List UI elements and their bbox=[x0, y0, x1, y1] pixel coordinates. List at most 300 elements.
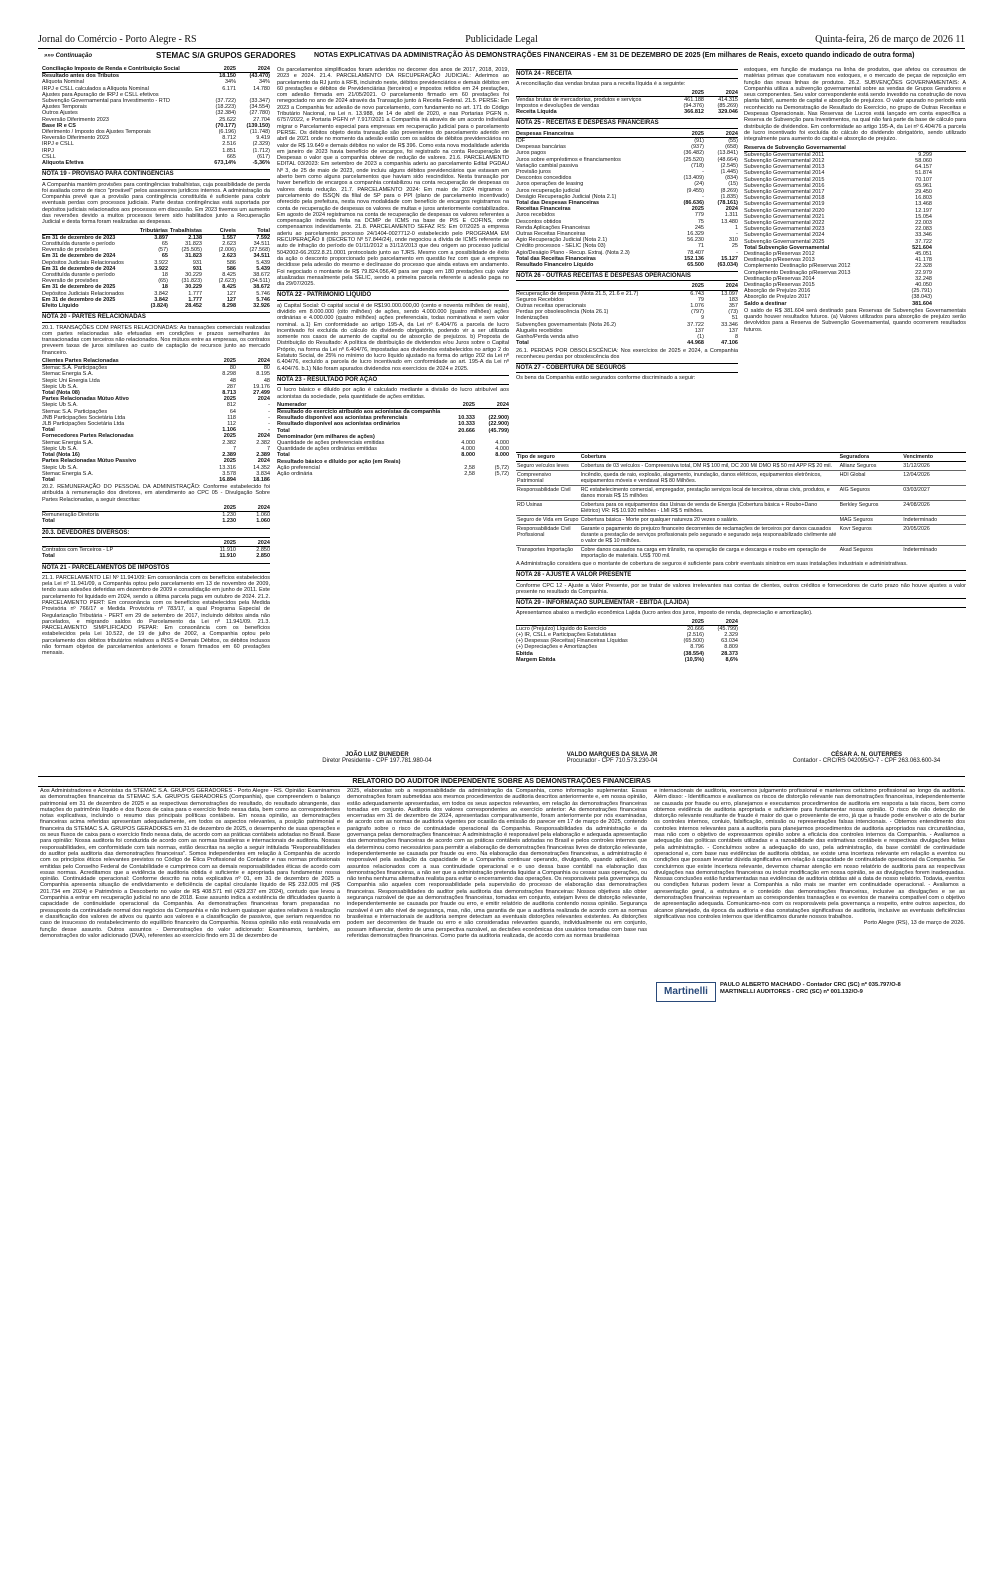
table-row bbox=[516, 625, 738, 632]
insurance-cell: Cobertura básica - Morte por qualquer natureza 20 vezes o salário. bbox=[580, 516, 839, 525]
table-cell: 8.298 bbox=[222, 371, 236, 378]
table-cell: (13.841) bbox=[717, 150, 738, 157]
table-cell: 2024 bbox=[257, 433, 270, 440]
nota-22-text: a) Capital Social: O capital social é de R$190.000.000,00 (cento e noventa milhões de reais), dividido em 8.000.000 (oito milhões) de ações, sendo 4.000.000 (quatro milhões) ações ordinárias e 4.000.000 (quatro milhões) ações preferenciais, todas nominativas e sem valor nominal. a.1) Em conformidade ao artigo 195-A, da Lei nº 6.404/76 a parcela de lucro incentivado foi excluída do cálculo do dividendo obrigatório, podendo vir a ser utilizada somente nos casos de aumento de capital ou de absorção de prejuízos. b) Proposta de Distribuição do Resultado: A política de distribuição de dividendos e/ou Juros sobre o Capital Próprio, na forma da Lei nº 6.404/76, impostadas aos dividendos estabelecidos no artigo 2 do Estatuto Social, de 25% no mínimo do lucro líquido ajustado na forma do artigo 202 da Lei nº 6.404/76, excluído a parcela de lucro incentivado em conformidade ao art. 195-A da Lei nº 6.404/76. b.1) Não foram apurados dividendos nos exercícios de 2024 e 2025. bbox=[277, 302, 509, 372]
insurance-cell: Compreensivo Patrimonial bbox=[516, 471, 580, 486]
auditor-col-3-text: e internacionais de auditoria, exercemos julgamento profissional e mantemos ceticismo profissional ao longo da auditoria. Além disso: - Identificamos e avaliamos os riscos de distorção relevante nas demonstrações financeiras, independentemente se causada por fraude ou erro, planejamos e executamos procedimentos de auditoria em resposta a tais riscos, bem como obtemos evidência de auditoria apropriada e suficiente para fundamentar nossa opinião. O risco de não detecção de distorção relevante resultante de fraude é maior do que o proveniente de erro, já que a fraude pode envolver o ato de burlar os controles internos, conluio, falsificação, omissão ou representações falsas intencionais. - Obtemos entendimento dos controles internos relevantes para a auditoria para planejarmos procedimentos de auditoria apropriados nas circunstâncias, mas não com o objetivo de expressarmos opinião sobre a eficácia dos controles internos da Companhia. - Avaliamos a adequação das políticas contábeis utilizadas e a razoabilidade das estimativas contábeis e respectivas divulgações feitas pela administração. - Concluímos sobre a adequação do uso, pela administração, da base contábil de continuidade operacional e, com base nas evidências de auditoria obtidas, se existe uma incerteza relevante em relação a eventos ou condições que possam levantar dúvida significativa em relação à capacidade de continuidade operacional da Companhia. Se concluirmos que existe incerteza relevante, devemos chamar atenção em nosso relatório de auditoria para as respectivas divulgações nas demonstrações financeiras ou incluir modificação em nossa opinião, se as divulgações forem inadequadas. Nossas conclusões estão fundamentadas nas evidências de auditoria obtidas até a data de nosso relatório. Todavia, eventos ou condições futuras podem levar a Companhia a não mais se manter em continuidade operacional. - Avaliamos a apresentação geral, a estrutura e o conteúdo das demonstrações financeiras, inclusive as divulgações e se as demonstrações financeiras representam as correspondentes transações e os eventos de maneira compatível com o objetivo de apresentação adequada. Comunicamo-nos com os responsáveis pela governança a respeito, entre outros aspectos, do alcance planejado, da época da auditoria e das constatações significativas de auditoria, inclusive as eventuais deficiências significativas nos controles internos que identificamos durante nossos trabalhos. bbox=[654, 788, 965, 920]
table-cell: 34% bbox=[258, 79, 270, 86]
table-cell: (617) bbox=[257, 153, 270, 160]
table-cell: Alíquota Efetiva bbox=[42, 160, 84, 167]
insurance-cell: RC estabelecimento comercial, empregador, prestação serviços local de terceiros, obras civis, produtos, e danos morais R$ 15 milhões bbox=[580, 486, 839, 501]
table-cell: Stemac Energia S.A. bbox=[42, 439, 94, 446]
debtors-table bbox=[42, 540, 270, 560]
table-cell: (1.835) bbox=[720, 193, 738, 200]
table-row bbox=[516, 657, 738, 663]
table-cell: (11.748) bbox=[249, 129, 270, 136]
table-cell: 2024 bbox=[704, 619, 738, 626]
auditor-report-title: RELATÓRIO DO AUDITOR INDEPENDENTE SOBRE AS DEMONSTRAÇÕES FINANCEIRAS bbox=[38, 776, 965, 787]
nota-19-title: NOTA 19 - PROVISÃO PARA CONTINGÊNCIAS bbox=[42, 169, 270, 179]
insurance-cell: Cobertura de 03 veículos - Compreensiva total, DM R$ 100 mil, DC 200 Mil DMO R$ 50 mil APP R$ 20 mil. bbox=[580, 462, 839, 471]
table-cell: (65.500) bbox=[683, 638, 704, 645]
table-cell: 19.176 bbox=[253, 383, 270, 390]
table-cell: - bbox=[268, 408, 270, 415]
table-cell: Subvenção Governamental 2020 bbox=[744, 207, 825, 214]
insurance-cell: Responsabilidade Civil Profissional bbox=[516, 525, 580, 546]
table-cell: Subvenções governamentais (Nota 26.2) bbox=[516, 321, 616, 328]
table-cell: (22.900) bbox=[488, 415, 509, 422]
table-cell: Ágio Recuperação Judicial (Nota 2.1) bbox=[516, 237, 608, 244]
table-row bbox=[516, 290, 738, 297]
nota-21-title: NOTA 21 - PARCELAMENTOS DE IMPOSTOS bbox=[42, 563, 270, 573]
table-cell: (55) bbox=[728, 137, 738, 144]
table-cell bbox=[516, 283, 670, 290]
table-cell: 22.003 bbox=[915, 220, 932, 226]
table-cell: Crédito processos - SELIC (Nota 03) bbox=[516, 243, 606, 250]
insurance-cell: Cobertura para os equipamentos das Usinas de venda de Energia (Cobertura básica + Roubo+Dano Elétrico) VR: R$ 10.920 milhões - LMI R$ 5 milhões. bbox=[580, 501, 839, 516]
table-cell: 665 bbox=[226, 153, 236, 160]
section-name: Publicidade Legal bbox=[465, 34, 538, 45]
table-cell: 11.910 bbox=[219, 553, 236, 560]
signer-role: Procurador - CPF 710.573.230-04 bbox=[566, 758, 658, 764]
table-cell: 13.480 bbox=[721, 218, 738, 225]
table-row bbox=[42, 260, 270, 266]
table-cell bbox=[475, 409, 509, 416]
table-cell: 2024 bbox=[236, 540, 270, 547]
insurance-cell: RD Usinas bbox=[516, 501, 580, 516]
ebitda-table bbox=[516, 619, 738, 663]
table-cell: 2.850 bbox=[256, 547, 270, 554]
table-cell: (33.347) bbox=[249, 98, 270, 105]
table-row bbox=[42, 365, 270, 372]
table-cell: 13.316 bbox=[219, 464, 236, 471]
nota-27-text: Os bens da Companhia estão segurados conforme discriminado a seguir: bbox=[516, 375, 696, 382]
table-cell: 1.557 bbox=[222, 234, 236, 241]
table-cell: 32.926 bbox=[253, 303, 270, 310]
table-cell: Reversão Diferimento 2023 bbox=[42, 135, 109, 142]
nota-20-3-title: 20.3. DEVEDORES DIVERSOS: bbox=[42, 528, 270, 538]
table-cell: Total bbox=[516, 340, 529, 347]
table-cell: (1.445) bbox=[720, 168, 738, 175]
table-cell: 6.171 bbox=[222, 85, 236, 92]
table-cell: Trabalhistas bbox=[169, 227, 202, 234]
table-cell: JLB Participações Societária Ltda bbox=[42, 421, 125, 428]
table-cell: Reversão de provisões bbox=[42, 247, 99, 254]
table-row bbox=[277, 421, 509, 427]
table-cell: Total bbox=[236, 228, 270, 235]
table-cell: (+) Depreciações e Amortizações bbox=[516, 644, 598, 651]
table-row bbox=[516, 619, 738, 626]
table-cell: (37.722) bbox=[215, 98, 236, 105]
table-cell: 357 bbox=[728, 303, 738, 310]
table-cell: Recuperação de despesa (Nota 21.5, 21.6 e 21.7) bbox=[516, 290, 639, 297]
table-cell: 15.054 bbox=[915, 213, 932, 220]
table-cell: 2024 bbox=[257, 458, 270, 465]
financial-table bbox=[516, 131, 738, 268]
table-row bbox=[42, 73, 270, 80]
table-cell: Juros pagos bbox=[516, 150, 546, 157]
table-cell: 70.107 bbox=[915, 176, 932, 183]
table-cell: 29.450 bbox=[915, 188, 932, 195]
table-cell: 34.511 bbox=[253, 253, 270, 260]
insurance-cell: Vencimento bbox=[902, 453, 966, 462]
table-row bbox=[744, 151, 966, 158]
table-cell: Stepic Ub S.A. bbox=[42, 402, 78, 409]
table-cell: 2024 bbox=[704, 283, 738, 290]
table-cell: 20.666 bbox=[687, 625, 704, 632]
table-cell: Subvenção Governamental 2011 bbox=[744, 151, 825, 158]
table-cell: Subvenção Governamental para Investimento - RTD bbox=[42, 98, 170, 105]
table-cell: 2.382 bbox=[256, 439, 270, 446]
insurance-row bbox=[516, 501, 966, 516]
nota-20-2-text: 20.2. REMUNERAÇÃO DO PESSOAL DA ADMINISTRAÇÃO: Conforme estabelecido foi atribuída à remuneração dos diretores, em atendimento ao CPC 05 - Divulgação Sobre Partes Relacionadas, a seguir descritas: bbox=[42, 484, 270, 503]
table-cell: 2025 bbox=[202, 540, 236, 547]
table-cell: 1.311 bbox=[724, 212, 738, 219]
table-cell: Em 31 de dezembro de 2023 bbox=[42, 234, 116, 241]
table-cell: (31.823) bbox=[181, 278, 202, 285]
table-cell: - bbox=[268, 427, 270, 434]
insurance-section bbox=[516, 452, 966, 663]
table-cell: (8.269) bbox=[720, 187, 738, 194]
table-cell: 40.050 bbox=[915, 282, 932, 289]
table-cell: 137 bbox=[728, 327, 738, 334]
table-cell: 2.138 bbox=[188, 234, 202, 241]
table-cell: 22.979 bbox=[915, 269, 932, 276]
table-cell: - bbox=[736, 249, 738, 256]
table-cell: 2024 bbox=[236, 358, 270, 365]
table-cell: 64.157 bbox=[915, 164, 932, 171]
table-cell: Destinação p/Reservas 2012 bbox=[744, 251, 815, 258]
table-cell: 79 bbox=[697, 296, 704, 303]
nota-19-text: A Companhia mantém provisões para contingências trabalhistas, cuja possibilidade de perda foi avaliada como de risco "provável" pelos assessores jurídicos internos. A administração da Companhia prevê que a provisão para contingência constituída é suficiente para cobrir eventuais perdas com processos judiciais. Parte destas contingências está suportada por depósitos judiciais relacionados aos processos em discussão. Em 2023 tivemos um aumento das reversões devido a muitos processos terem sido habilitados junto a Recuperação Judicial e desta forma foram realizadas as despesas. bbox=[42, 181, 270, 226]
table-cell: (38.043) bbox=[911, 294, 932, 301]
table-cell: Alíquota Nominal bbox=[42, 79, 84, 86]
signer-name: JOÃO LUIZ BUNEDER bbox=[345, 752, 409, 758]
insurance-cell: Allianz Seguros bbox=[839, 462, 903, 471]
table-cell: 44.968 bbox=[687, 340, 704, 347]
table-row bbox=[744, 145, 966, 152]
table-cell: Impostos e devoluções de vendas bbox=[516, 103, 600, 109]
table-cell: Total Subvenção Governamental bbox=[744, 244, 830, 251]
table-cell: Ebitda bbox=[516, 650, 533, 657]
table-row bbox=[744, 301, 966, 307]
table-cell: Quantidade de ações preferenciais emitidas bbox=[277, 440, 385, 447]
table-cell: Total bbox=[277, 452, 290, 459]
table-cell: 18 bbox=[161, 284, 168, 291]
table-cell: Juros recebidos bbox=[516, 212, 555, 219]
table-cell: 2024 bbox=[236, 66, 270, 73]
table-cell: Outros Ajustes bbox=[42, 110, 78, 117]
nota-21-text: 21.1. PARCELAMENTO LEI Nº 11.941/09: Em consonância com os benefícios estabelecidos pela Lei nº 11.941/09, a Companhia optou pelo parcelamento em 13 de novembro de 2009, tendo suas adesões deferidas em dezembro de 2009 e consolidação em junho de 2011. Este parcelamento foi liquidado em 2024, sendo a última parcela paga em outubro de 2024. 21.2. PARCELAMENTO PERT: Em consonância com os benefícios estabelecidos pela Medida Provisória nº 766/17 e Medida Provisória nº 783/17, a qual Programa Especial de Regularização Tributária - PERT em 29 de setembro de 2017, incluindo débitos ainda não parcelados, e migrando saldos do Parcelamento da Lei nº 11.941/09. 21.3. PARCELAMENTO SIMPLIFICADO PEPAR: Em consonância com os benefícios estabelecidos pela Lei 10.522, de 19 de julho de 2002, a Companhia optou pelo parcelamento dos débitos tributários relativos a INSS e Demais Débitos, os débitos inclusos não formam objetos de parcelamentos anteriores e foram firmados em 60 prestações mensais. bbox=[42, 574, 270, 657]
table-cell: (797) bbox=[691, 309, 704, 316]
table-cell: Fornecedores Partes Relacionadas bbox=[42, 433, 134, 440]
signer-role: Contador - CRC/RS 042095/O-7 - CPF 263.063.600-34 bbox=[792, 758, 941, 764]
table-cell: Efeito Líquido bbox=[42, 303, 79, 310]
table-cell: (834) bbox=[725, 175, 738, 182]
table-cell: 27.499 bbox=[253, 390, 270, 397]
table-cell: (15) bbox=[728, 181, 738, 188]
table-cell: (34.511) bbox=[249, 278, 270, 285]
table-cell: (3.824) bbox=[150, 303, 168, 310]
insurance-footer: A Administração considera que o montante de cobertura de seguros é suficiente para cobrir eventuais sinistros em suas instalações industriais e administrativas. bbox=[516, 561, 908, 567]
insurance-row bbox=[516, 453, 966, 462]
table-cell: Resultado disponível aos acionistas preferenciais bbox=[277, 415, 408, 422]
table-cell: 8.712 bbox=[222, 135, 236, 142]
table-cell: Outras receitas operacionais bbox=[516, 303, 587, 310]
related-parties-table bbox=[42, 358, 270, 483]
insurance-cell: HDI Global bbox=[839, 471, 903, 486]
table-cell: Resultado básico e diluído por ação (em Reais) bbox=[277, 458, 401, 465]
insurance-table bbox=[516, 452, 966, 560]
newspaper-name: Jornal do Comércio - Porto Alegre - RS bbox=[38, 34, 197, 45]
nota-20-title: NOTA 20 - PARTES RELACIONADAS bbox=[42, 312, 270, 322]
table-cell: 45.051 bbox=[915, 251, 932, 258]
table-cell: 13.468 bbox=[915, 201, 932, 208]
company-name: STEMAC S/A GRUPOS GERADORES bbox=[156, 51, 296, 60]
table-cell: 3.834 bbox=[256, 470, 270, 477]
table-cell: 30.229 bbox=[185, 272, 202, 279]
table-cell: 6.743 bbox=[690, 290, 704, 297]
table-cell: (5,72) bbox=[494, 471, 509, 478]
table-cell: Resultado antes dos Tributos bbox=[42, 73, 120, 80]
table-cell: 3.842 bbox=[154, 290, 168, 297]
table-cell: Ação ordinária bbox=[277, 471, 313, 478]
insurance-cell: Transportes Importação bbox=[516, 546, 580, 561]
table-cell: 51.874 bbox=[915, 170, 932, 177]
table-cell: 673,14% bbox=[214, 160, 236, 167]
table-cell: 75 bbox=[697, 218, 704, 225]
table-cell: 118 bbox=[227, 414, 236, 421]
table-cell: 137 bbox=[694, 327, 704, 334]
table-cell: (139.150) bbox=[246, 122, 270, 129]
table-cell: Ganho/Perda venda ativo bbox=[516, 334, 579, 341]
table-cell: Subvenção Governamental 2013 bbox=[744, 164, 825, 171]
table-cell: Constituída durante o período bbox=[42, 272, 115, 279]
table-cell: 63.034 bbox=[721, 638, 738, 645]
table-cell: 779 bbox=[694, 212, 704, 219]
table-cell: 34% bbox=[224, 79, 236, 86]
table-cell: 47.106 bbox=[721, 340, 738, 347]
table-cell: 2024 bbox=[704, 131, 738, 138]
table-cell: 41.178 bbox=[915, 257, 932, 264]
table-cell: 28.452 bbox=[185, 303, 202, 310]
table-cell: Cíveis bbox=[202, 228, 236, 235]
table-cell bbox=[516, 619, 670, 626]
table-cell: (658) bbox=[725, 144, 738, 151]
table-cell: (38.554) bbox=[683, 650, 704, 657]
table-cell: 414.315 bbox=[718, 96, 738, 103]
table-cell bbox=[42, 228, 134, 235]
table-cell: Variação cambial passiva bbox=[516, 162, 578, 169]
table-cell: 8.298 bbox=[222, 303, 236, 310]
table-cell: - bbox=[736, 230, 738, 237]
table-cell: 9.419 bbox=[256, 135, 270, 142]
table-row bbox=[516, 137, 738, 144]
insurance-row bbox=[516, 471, 966, 486]
insurance-cell: Responsabilidade Civil bbox=[516, 486, 580, 501]
signature-1 bbox=[287, 752, 467, 764]
place-date: Porto Alegre (RS), 13 de março de 2026. bbox=[863, 920, 965, 927]
table-cell: 48 bbox=[263, 377, 270, 384]
table-cell: 37.722 bbox=[915, 238, 932, 245]
table-cell: Absorção de Prejuízo 2016 bbox=[744, 288, 811, 295]
table-cell: IRPJ e CSLL calculados a Alíquota Nominal bbox=[42, 85, 149, 92]
table-cell: 1.060 bbox=[256, 512, 270, 519]
table-cell: 2024 bbox=[704, 90, 738, 97]
table-cell bbox=[932, 145, 966, 152]
table-row bbox=[277, 409, 509, 416]
table-cell: Subvenção Governamental 2017 bbox=[744, 188, 825, 195]
table-cell: 3.922 bbox=[154, 259, 168, 266]
table-cell: (45.799) bbox=[717, 625, 738, 632]
table-cell: 25 bbox=[731, 243, 738, 250]
table-cell: 22.083 bbox=[915, 226, 932, 233]
table-cell: 5.746 bbox=[256, 296, 270, 303]
table-cell: Receita Líquida bbox=[516, 109, 557, 116]
table-cell bbox=[42, 505, 202, 512]
table-cell: -5,36% bbox=[252, 160, 270, 167]
table-cell: (24) bbox=[694, 181, 704, 188]
table-cell: 80 bbox=[229, 365, 236, 372]
table-cell: 2.623 bbox=[222, 241, 236, 248]
table-cell: Total bbox=[42, 476, 55, 483]
table-row bbox=[277, 402, 509, 409]
insurance-cell: MAG Seguros bbox=[839, 516, 903, 525]
table-cell: 245 bbox=[694, 224, 704, 231]
table-row bbox=[42, 477, 270, 483]
table-cell: Total das Receitas Financeiras bbox=[516, 255, 596, 262]
table-cell: Clientes Partes Relacionadas bbox=[42, 358, 202, 365]
date-page: Quinta-feira, 26 de março de 2026 11 bbox=[815, 34, 965, 45]
table-cell: (86.636) bbox=[683, 199, 704, 206]
table-cell: 2,58 bbox=[464, 464, 475, 471]
table-cell: 8 bbox=[734, 334, 738, 341]
table-cell: (45.799) bbox=[488, 427, 509, 434]
table-cell: 5.439 bbox=[256, 259, 270, 266]
insurance-cell: Cobre danos causados na carga em trânsito, na operação de carga e descarga e roubo em operação de importação de materiais. US$ 700 mil. bbox=[580, 546, 839, 561]
table-cell: Em 31 de dezembro de 2025 bbox=[42, 284, 116, 291]
table-cell: 28.373 bbox=[721, 650, 738, 657]
signatures bbox=[277, 752, 966, 774]
table-cell: 3.922 bbox=[154, 265, 168, 272]
table-row bbox=[516, 340, 738, 346]
table-cell: (65) bbox=[158, 278, 168, 285]
table-cell: 10.333 bbox=[458, 415, 475, 422]
table-cell: 25.622 bbox=[219, 116, 236, 123]
table-cell: (27.780) bbox=[249, 110, 270, 117]
table-cell: 31.823 bbox=[185, 253, 202, 260]
table-cell: 22.328 bbox=[915, 263, 932, 270]
table-cell: 18.186 bbox=[253, 476, 270, 483]
table-cell: (13.409) bbox=[683, 175, 704, 182]
table-cell: (5,72) bbox=[494, 464, 509, 471]
table-cell: 7 bbox=[232, 445, 236, 452]
table-cell: 366.812 bbox=[684, 109, 704, 116]
table-cell: 51 bbox=[731, 315, 738, 322]
table-row bbox=[516, 131, 738, 138]
nota-28-text: Conforme CPC 12 - Ajuste a Valor Presente, por se tratar de valores irrelevantes nas contas de clientes, outros créditos e fornecedores de curto prazo não houve ajustes a valor presente no resultado da Companhia. bbox=[516, 582, 966, 595]
table-cell: 34.511 bbox=[253, 241, 270, 248]
table-cell: 5.439 bbox=[256, 265, 270, 272]
table-cell: 2025 bbox=[223, 458, 236, 465]
table-cell: IOF bbox=[516, 137, 526, 144]
insurance-cell: AIG Seguros bbox=[839, 486, 903, 501]
table-cell: Deságio Recuperação Judicial (Nota 2.1) bbox=[516, 193, 617, 200]
table-cell: 4.000 bbox=[461, 446, 475, 453]
table-row bbox=[516, 90, 738, 97]
table-cell: Destinação p/Reservas 2014 bbox=[744, 275, 815, 282]
table-cell: Subvenção Governamental 2021 bbox=[744, 213, 825, 220]
table-cell: 14.780 bbox=[253, 85, 270, 92]
table-cell: (2.006) bbox=[218, 247, 236, 254]
title-bar bbox=[38, 51, 965, 63]
table-cell: 586 bbox=[226, 259, 236, 266]
auditor-firm: MARTINELLI AUDITORES - CRC (SC) nº 001.132/O-9 bbox=[720, 989, 863, 995]
table-cell: 37.722 bbox=[687, 321, 704, 328]
table-cell: IRPJ e CSLL bbox=[42, 141, 74, 148]
other-ops-table bbox=[516, 283, 738, 346]
insurance-cell: Incêndio, queda de raio, explosão, alagamento, inundação, danos elétricos, equipamentos eletrônicos, equipamentos móveis e vendaval R$ 80 Milhões. bbox=[580, 471, 839, 486]
table-cell: 11.910 bbox=[219, 547, 236, 554]
table-cell: Destinação p/Reservas 2015 bbox=[744, 282, 815, 289]
table-cell: Total (Nota 16) bbox=[42, 452, 80, 459]
table-row bbox=[42, 547, 270, 554]
table-cell: 1.851 bbox=[222, 147, 236, 154]
table-cell: 8.713 bbox=[222, 390, 236, 397]
table-cell: Total das Despesas Financeiras bbox=[516, 199, 600, 206]
nota-24-text: A reconciliação das vendas brutas para a receita líquida é a seguinte: bbox=[516, 81, 686, 88]
table-cell: Em 31 de dezembro de 2025 bbox=[42, 296, 116, 303]
nota-23-title: NOTA 23 - RESULTADO POR AÇÃO bbox=[277, 375, 509, 385]
table-cell: Complemento Destinação p/Reservas 2013 bbox=[744, 269, 851, 276]
table-cell: Subvenção Governamental 2015 bbox=[744, 176, 825, 183]
col4-text: estoques, em função de mudança na linha de produtos, que afetou os consumos de matérias primas que constavam nos estoques, e o mercado de peças de reposição em função das novas linhas de produtos. 26.2. SUBVENÇÕES GOVERNAMENTAIS: A Companhia utiliza a subvenção governamental sobre as vendas de Grupos Geradores e seus componentes. Seu valor correspondente está sendo investido na construção de nova planta fabril, aumento de capital e absorção de prejuízos. O valor apurado no período está reconhecido na Demonstração de Resultado do Exercício, no grupo de Outras Receitas e Despesas Operacionais. Nas Reservas de Lucros está lançado em conta específica a Reserva de Subvenção para Investimentos, na qual não fará parte da base de cálculo para distribuição de dividendos. Em conformidade ao artigo 195-A, da Lei nº 6.404/76 a parcela de lucro incentivado foi excluída do cálculo do dividendo obrigatório, sendo utilizado integralmente para aumento do capital e absorção de prejuízo. bbox=[744, 67, 966, 143]
table-cell: - bbox=[268, 402, 270, 409]
table-cell: CSLL bbox=[42, 153, 56, 160]
table-cell: Subvenção Governamental 2018 bbox=[744, 195, 825, 202]
table-cell: Absorção de Prejuízo 2017 bbox=[744, 294, 811, 301]
insurance-row bbox=[516, 546, 966, 561]
table-row bbox=[516, 283, 738, 290]
table-row bbox=[42, 160, 270, 166]
table-cell: 310 bbox=[728, 237, 738, 244]
table-cell: 8.000 bbox=[461, 452, 475, 459]
table-cell: Lucro (Prejuízo) Líquido do Exercício bbox=[516, 625, 607, 632]
table-cell: 2024 bbox=[725, 206, 738, 213]
table-cell: 1 bbox=[734, 224, 738, 231]
table-cell: (2.545) bbox=[720, 162, 738, 169]
table-cell: 71 bbox=[697, 243, 704, 250]
table-cell: (70.177) bbox=[215, 122, 236, 129]
table-cell: 80 bbox=[263, 365, 270, 372]
insurance-cell: Seguro de Vida em Grupo bbox=[517, 517, 579, 523]
insurance-cell: 03/03/2027 bbox=[902, 486, 966, 501]
insurance-cell: Kovr Seguros bbox=[839, 525, 903, 546]
table-cell: (32.384) bbox=[215, 110, 236, 117]
table-cell: 31.823 bbox=[185, 241, 202, 248]
table-cell: Juros operações de leasing bbox=[516, 181, 584, 188]
table-cell: (34.554) bbox=[249, 104, 270, 111]
notes-title: NOTAS EXPLICATIVAS DA ADMINISTRAÇÃO ÀS DEMONSTRAÇÕES FINANCEIRAS - EM 31 DE DEZEMBRO DE 2025 (Em milhares de Reais, exceto quando indicado de outra forma) bbox=[314, 52, 915, 59]
auditor-signer: PAULO ALBERTO MACHADO - Contador CRC (SC) nº 035.797/O-8 bbox=[720, 982, 901, 988]
table-cell: Em 31 de dezembro de 2024 bbox=[42, 253, 116, 260]
table-cell: 18 bbox=[161, 272, 168, 279]
table-cell: 183 bbox=[728, 296, 738, 303]
table-cell: Resultado Financeiro Líquido bbox=[516, 261, 594, 268]
table-cell: 2.516 bbox=[222, 141, 236, 148]
table-cell: Numerador bbox=[277, 402, 441, 409]
table-cell: Juros sobre empréstimos e financiamentos bbox=[516, 156, 621, 163]
table-cell: 38.672 bbox=[253, 284, 270, 291]
